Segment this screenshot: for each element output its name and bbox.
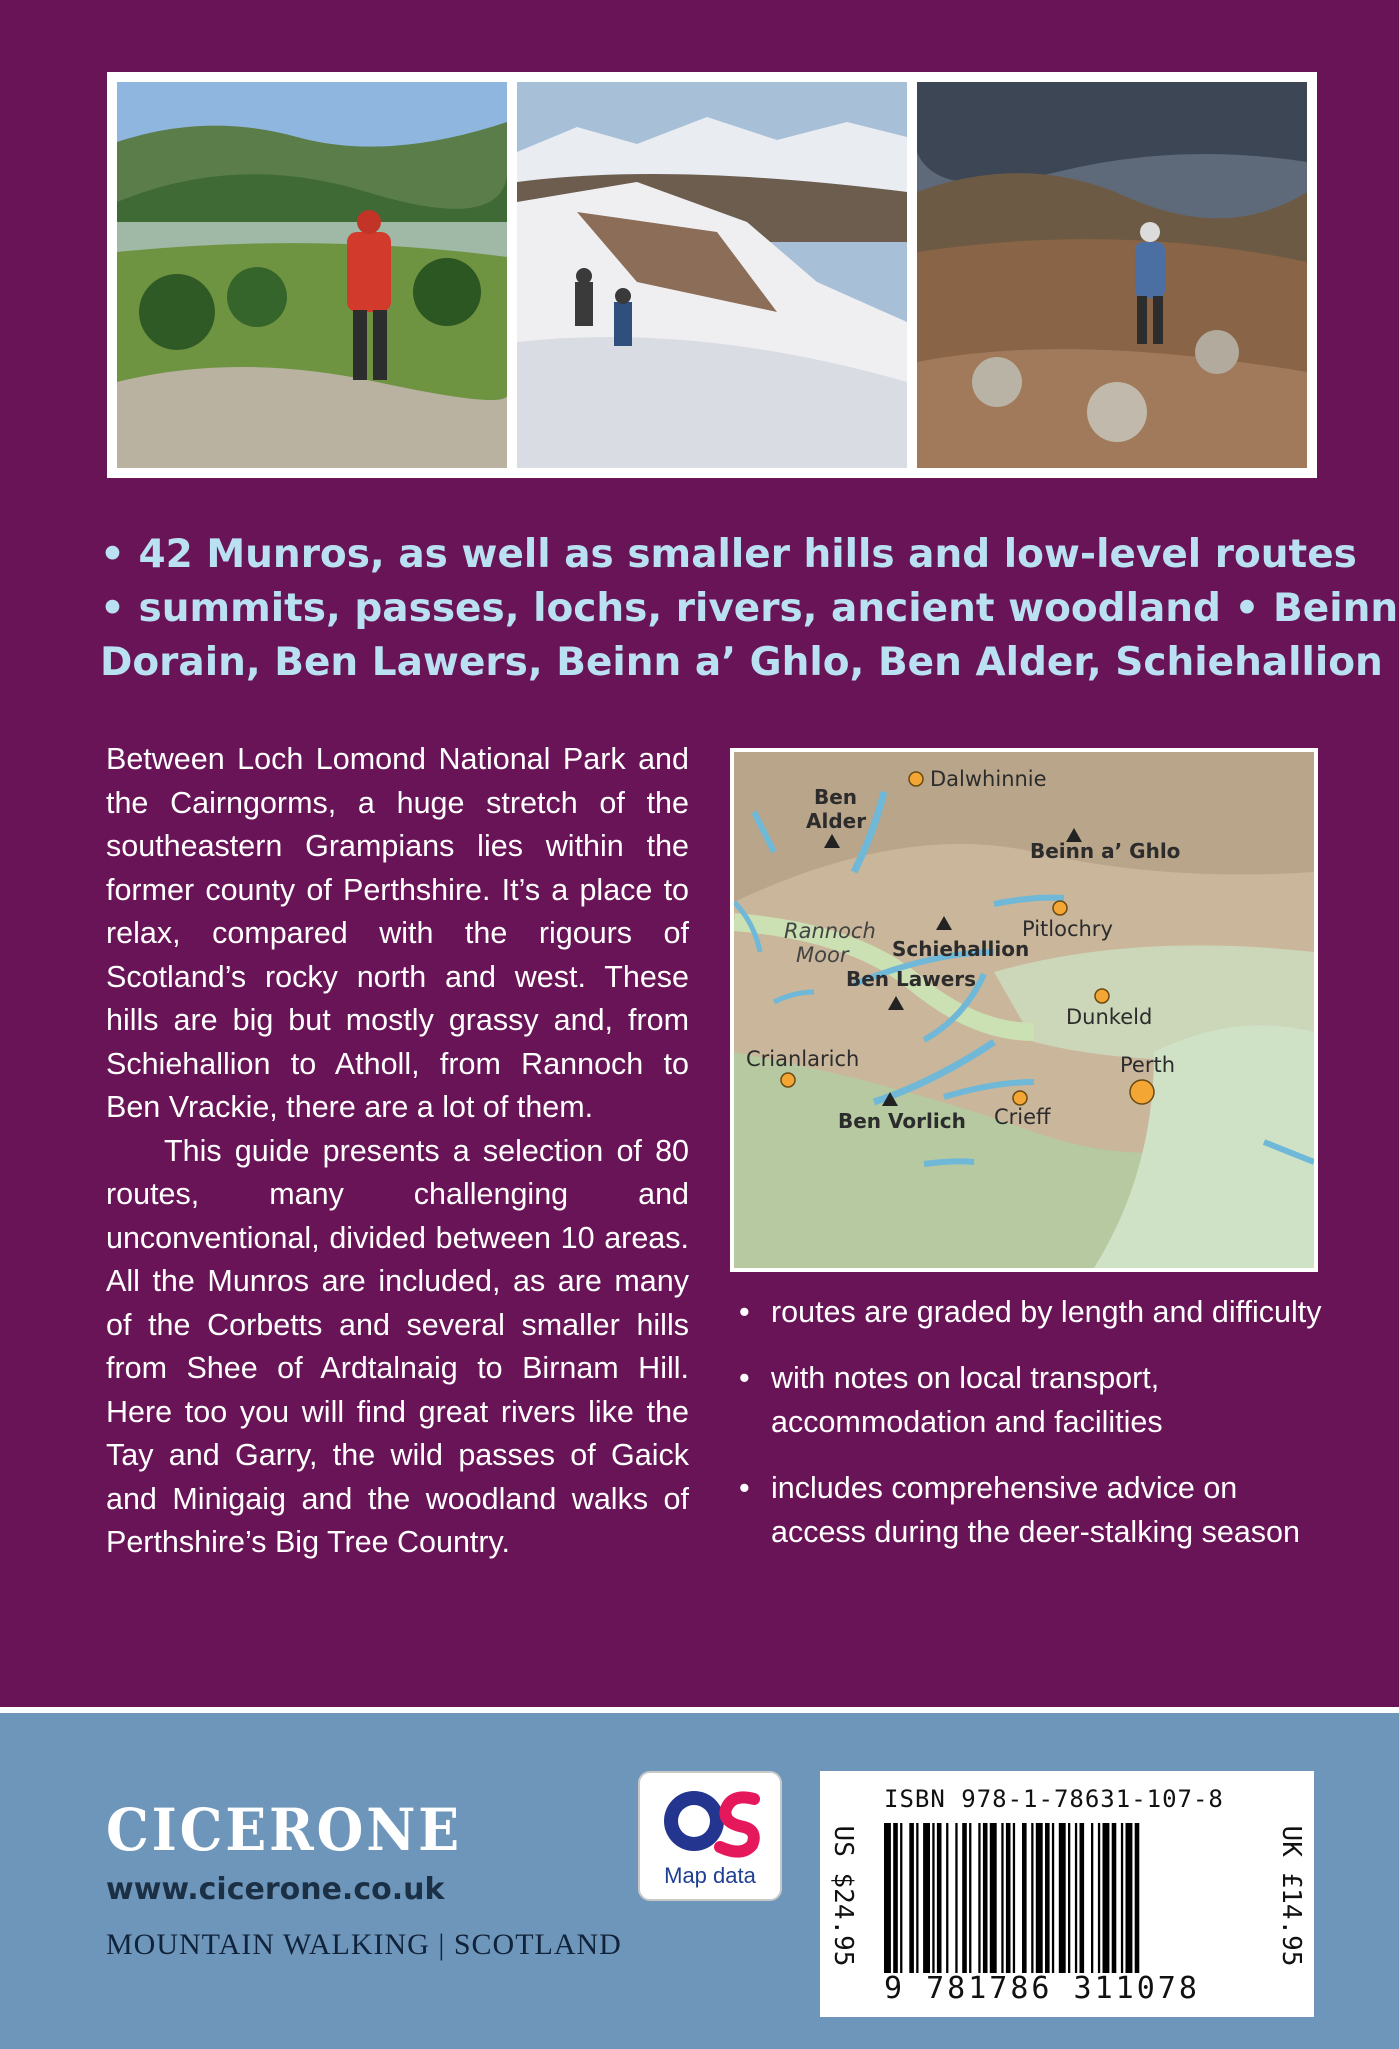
photo-snowy-ridge xyxy=(517,82,907,468)
map-label-rannoch-2: Moor xyxy=(796,943,849,967)
price-us-text: US $24.95 xyxy=(828,1825,858,1967)
town-marker-crieff xyxy=(1013,1091,1027,1105)
town-marker-pitlochry xyxy=(1053,901,1067,915)
map-label-beinn-a-ghlo: Beinn a’ Ghlo xyxy=(1030,839,1181,863)
map-label-ben-alder-1: Ben xyxy=(814,785,858,809)
feature-item xyxy=(734,1466,1324,1554)
cicerone-logo xyxy=(106,1796,466,1860)
map-label-rannoch-1: Rannoch xyxy=(784,919,876,943)
highlight-line-2: • summits, passes, lochs, rivers, ancient woodland • Beinn xyxy=(100,586,1399,631)
feature-text: includes comprehensive advice on access during the deer-stalking season xyxy=(771,1471,1300,1549)
book-category: MOUNTAIN WALKING | SCOTLAND xyxy=(106,1928,622,1961)
feature-text: with notes on local transport, accommodation and facilities xyxy=(771,1361,1163,1439)
map-label-dunkeld: Dunkeld xyxy=(1066,1005,1153,1029)
price-uk xyxy=(1268,1801,1314,1991)
bullet-point: • xyxy=(739,1471,750,1505)
town-marker-dalwhinnie xyxy=(909,772,923,786)
highlight-line-1: • 42 Munros, as well as smaller hills and low-level routes xyxy=(100,532,1357,577)
map-label-crianlarich: Crianlarich xyxy=(746,1047,860,1071)
map-label-dalwhinnie: Dalwhinnie xyxy=(930,767,1047,791)
map-label-ben-lawers: Ben Lawers xyxy=(846,967,977,991)
publisher-wordmark: CICERONE xyxy=(106,1796,462,1860)
feature-text: routes are graded by length and difficulty xyxy=(771,1295,1322,1329)
town-marker-dunkeld xyxy=(1095,989,1109,1003)
isbn-number: ISBN 978-1-78631-107-8 xyxy=(884,1785,1224,1813)
feature-item xyxy=(734,1356,1324,1444)
price-uk-text: UK £14.95 xyxy=(1276,1825,1306,1967)
os-map-data-badge xyxy=(638,1771,782,1901)
description-paragraph-1: Between Loch Lomond National Park and the Cairngorms, a huge stretch of the southeastern Grampians lies within the former county of Perthshire. It’s a place to relax, compared with the rigours of Scotland’s rocky north and west. These hills are big but mostly grassy and, from Schiehallion to Atholl, from Rannoch to Ben Vrackie, there are a lot of them. xyxy=(106,742,689,1124)
publisher-website: www.cicerone.co.uk xyxy=(106,1872,445,1907)
os-logo-icon xyxy=(654,1781,770,1861)
town-marker-crianlarich xyxy=(781,1073,795,1087)
barcode-digits: 9 781786 311078 xyxy=(884,1971,1200,2006)
feature-item xyxy=(734,1290,1324,1334)
bullet-point: • xyxy=(739,1295,750,1329)
map-label-ben-vorlich: Ben Vorlich xyxy=(838,1109,966,1133)
map-label-crieff: Crieff xyxy=(994,1105,1051,1129)
photo-walker-green-hills xyxy=(117,82,507,468)
town-marker-perth xyxy=(1130,1080,1154,1104)
map-label-perth: Perth xyxy=(1120,1053,1176,1077)
barcode-panel xyxy=(820,1771,1314,2017)
feature-list xyxy=(734,1290,1324,1576)
price-us xyxy=(820,1801,866,1991)
photo-walker-moorland xyxy=(917,82,1307,468)
map-label-ben-alder-2: Alder xyxy=(806,809,867,833)
isbn-barcode xyxy=(884,1823,1254,1973)
map-graphic xyxy=(734,752,1314,1268)
photo-strip xyxy=(107,72,1317,478)
map-label-pitlochry: Pitlochry xyxy=(1022,917,1113,941)
map-label-schiehallion: Schiehallion xyxy=(892,937,1030,961)
highlights xyxy=(100,528,1399,690)
description xyxy=(106,738,689,1565)
area-map xyxy=(730,748,1318,1272)
os-badge-label: Map data xyxy=(664,1863,756,1888)
highlight-line-3: Dorain, Ben Lawers, Beinn a’ Ghlo, Ben Alder, Schiehallion xyxy=(100,640,1383,685)
description-paragraph-2: This guide presents a selection of 80 routes, many challenging and unconventional, divided between 10 areas. All the Munros are included, as are many of the Corbetts and several smaller hills from Shee of Ardtalnaig to Birnam Hill. Here too you will find great rivers like the Tay and Garry, the wild passes of Gaick and Minigaig and the woodland walks of Perthshire’s Big Tree Country. xyxy=(106,1133,689,1559)
bullet-point: • xyxy=(739,1361,750,1395)
